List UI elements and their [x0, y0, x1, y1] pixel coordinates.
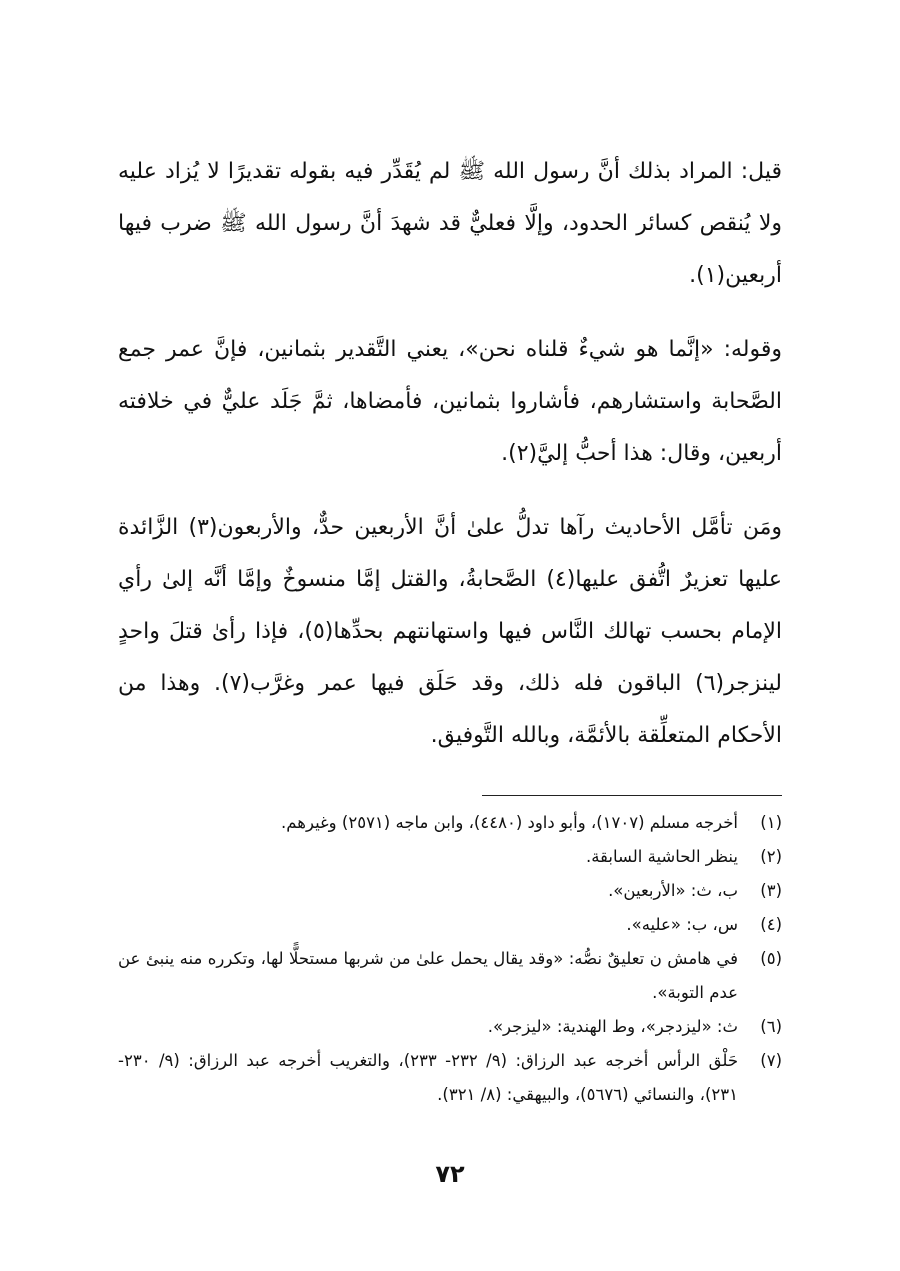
paragraph-1: قيل: المراد بذلك أنَّ رسول الله ﷺ لم يُقَدِّر فيه بقوله تقديرًا لا يُزاد عليه ولا يُنقص كسائر الحدود، وإلَّا فعليٌّ قد شهدَ أنَّ رسول الله ﷺ ضرب فيها أربعين(١).	[118, 159, 782, 288]
footnote-7	[118, 1044, 782, 1112]
footnote-6	[118, 1010, 782, 1044]
footnote-text: في هامش ن تعليقٌ نصُّه: «وقد يقال يحمل علىٰ من شربها مستحلًّا لها، وتكرره منه ينبئ عن عدم التوبة».	[118, 949, 738, 1002]
page-number: ٧٢	[435, 1160, 465, 1188]
footnote-number: (٤)	[760, 915, 782, 934]
footnote-text: ينظر الحاشية السابقة.	[585, 847, 738, 866]
footnotes-list	[118, 806, 782, 1112]
footnote-4	[118, 908, 782, 942]
footnote-3	[118, 874, 782, 908]
footnote-number: (٢)	[760, 847, 782, 866]
footnote-text: ث: «ليزدجر»، وط الهندية: «ليزجر».	[487, 1017, 738, 1036]
footnote-number: (٣)	[760, 881, 782, 900]
footnote-5	[118, 942, 782, 1010]
footnote-number: (٧)	[760, 1051, 782, 1070]
footnote-1	[118, 806, 782, 840]
main-text	[118, 146, 782, 762]
footnote-number: (١)	[760, 813, 782, 832]
footnote-number: (٦)	[760, 1017, 782, 1036]
paragraph-3: ومَن تأمَّل الأحاديث رآها تدلُّ علىٰ أنَّ الأربعين حدٌّ، والأربعون(٣) الزَّائدة عليها تعزيرٌ اتُّفق عليها(٤) الصَّحابةُ، والقتل إمَّا منسوخٌ وإمَّا أنَّه إلىٰ رأي الإمام بحسب تهالك النَّاس فيها واستهانتهم بحدِّها(٥)، فإذا رأىٰ قتلَ واحدٍ لينزجر(٦) الباقون فله ذلك، وقد حَلَق فيها عمر وغرَّب(٧). وهذا من الأحكام المتعلِّقة بالأئمَّة، وبالله التَّوفيق.	[118, 515, 782, 748]
footnote-text: س، ب: «عليه».	[626, 915, 738, 934]
footnote-text: حَلْق الرأس أخرجه عبد الرزاق: (٩/ ٢٣٢- ٢٣٣)، والتغريب أخرجه عبد الرزاق: (٩/ ٢٣٠- ٢٣١)، والنسائي (٥٦٧٦)، والبيهقي: (٨/ ٣٢١).	[118, 1051, 739, 1104]
footnote-2	[118, 840, 782, 874]
footnote-divider	[482, 795, 782, 796]
paragraph-2: وقوله: «إنَّما هو شيءٌ قلناه نحن»، يعني التَّقدير بثمانين، فإنَّ عمر جمع الصَّحابة واستشارهم، فأشاروا بثمانين، فأمضاها، ثمَّ جَلَد عليٌّ في خلافته أربعين، وقال: هذا أحبُّ إليَّ(٢).	[118, 337, 782, 466]
footnote-text: أخرجه مسلم (١٧٠٧)، وأبو داود (٤٤٨٠)، وابن ماجه (٢٥٧١) وغيرهم.	[281, 813, 738, 832]
footnote-number: (٥)	[760, 949, 782, 968]
footnote-text: ب، ث: «الأربعين».	[608, 881, 738, 900]
